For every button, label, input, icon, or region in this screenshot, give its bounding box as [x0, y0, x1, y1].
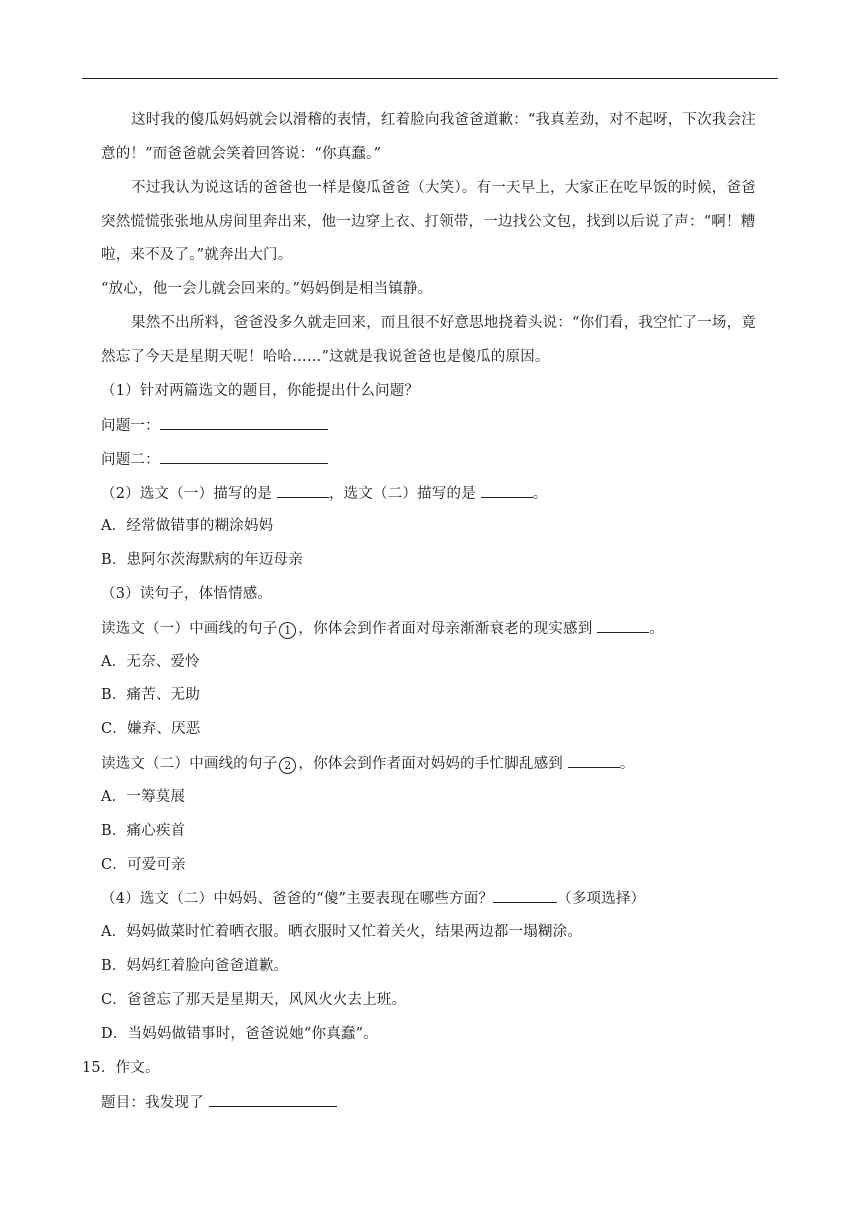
q3-sub1-option-b: B．痛苦、无助 — [101, 687, 201, 703]
passage-line: 突然慌慌张张地从房间里奔出来，他一边穿上衣、打领带，一边找公文包，找到以后说了声：“啊！糟 — [101, 214, 756, 230]
answer-blank[interactable] — [481, 483, 533, 498]
header-rule — [82, 78, 778, 79]
q1-stem: （1）针对两篇选文的题目，你能提出什么问题？ — [101, 383, 420, 399]
q3-stem: （3）读句子，体悟情感。 — [101, 586, 273, 602]
passage-line: “放心，他一会儿就会回来的。”妈妈倒是相当镇静。 — [101, 281, 433, 297]
answer-blank[interactable] — [568, 753, 620, 768]
q4-option-d: D．当妈妈做错事时，爸爸说她“你真蠢”。 — [101, 1026, 378, 1042]
passage-line: 不过我认为说这话的爸爸也一样是傻瓜爸爸（大笑）。有一天早上，大家正在吃早饭的时候，爸爸 — [131, 180, 756, 196]
q3-sub1-pre: 读选文（一）中画线的句子 — [101, 621, 278, 637]
q3-sub2-stem — [101, 753, 635, 774]
answer-blank[interactable] — [160, 415, 328, 430]
circled-number: 1 — [279, 622, 296, 639]
answer-blank[interactable] — [209, 1092, 337, 1107]
answer-blank[interactable] — [493, 888, 557, 903]
q3-sub2-option-c: C．可爱可亲 — [101, 857, 186, 873]
q2-stem — [101, 483, 547, 504]
q4-option-a: A．妈妈做菜时忙着晒衣服。晒衣服时又忙着关火，结果两边都一塌糊涂。 — [101, 924, 583, 940]
q2-stem-part1: （2）选文（一）描写的是 — [101, 486, 273, 502]
q4-stem-pre: （4）选文（二）中妈妈、爸爸的“傻”主要表现在哪些方面？ — [101, 891, 494, 907]
q3-sub1-post: ，你体会到作者面对母亲渐渐衰老的现实感到 — [298, 621, 593, 637]
q3-sub1-option-c: C．嫌弃、厌恶 — [101, 721, 201, 737]
q3-sub2-post: ，你体会到作者面对妈妈的手忙脚乱感到 — [298, 756, 564, 772]
answer-blank[interactable] — [597, 618, 649, 633]
q15-topic-row — [101, 1092, 337, 1113]
answer-blank[interactable] — [160, 449, 328, 464]
q3-sub2-pre: 读选文（二）中画线的句子 — [101, 756, 278, 772]
q1-ask1-label: 问题一： — [101, 418, 160, 434]
q2-stem-part2: ，选文（二）描写的是 — [328, 486, 476, 502]
q3-sub1-stem — [101, 618, 664, 639]
q2-option-b: B．患阿尔茨海默病的年迈母亲 — [101, 552, 303, 568]
passage-line: 这时我的傻瓜妈妈就会以滑稽的表情，红着脸向我爸爸道歉：“我真差劲，对不起呀，下次我会注 — [131, 112, 757, 128]
q1-ask1-row — [101, 415, 328, 436]
q3-sub1-end: 。 — [649, 621, 664, 637]
q3-sub2-option-b: B．痛心疾首 — [101, 823, 186, 839]
q1-ask2-row — [101, 449, 328, 470]
q15-heading: 15．作文。 — [82, 1060, 160, 1076]
q3-sub1-option-a: A．无奈、爱怜 — [101, 654, 200, 670]
q4-option-b: B．妈妈红着脸向爸爸道歉。 — [101, 958, 289, 974]
passage-line: 意的！”而爸爸就会笑着回答说：“你真蠢。” — [101, 146, 382, 162]
q3-sub2-end: 。 — [619, 756, 635, 772]
answer-blank[interactable] — [277, 483, 329, 498]
q1-ask2-label: 问题二： — [101, 452, 160, 468]
q2-stem-part3: 。 — [532, 486, 548, 502]
q3-sub2-option-a: A．一筹莫展 — [101, 789, 186, 805]
passage-line: 啦，来不及了。”就奔出大门。 — [101, 247, 293, 263]
q4-stem-post: （多项选择） — [557, 891, 646, 907]
circled-number: 2 — [279, 757, 296, 774]
passage-line: 然忘了今天是星期天呢！哈哈……”这就是我说爸爸也是傻瓜的原因。 — [101, 349, 550, 365]
q15-topic-label: 题目：我发现了 — [101, 1095, 204, 1111]
passage-line: 果然不出所料，爸爸没多久就走回来，而且很不好意思地挠着头说：“你们看，我空忙了一场，竟 — [131, 315, 757, 331]
q2-option-a: A．经常做错事的糊涂妈妈 — [101, 518, 274, 534]
q4-option-c: C．爸爸忘了那天是星期天，风风火火去上班。 — [101, 992, 407, 1008]
q4-stem — [101, 888, 645, 909]
